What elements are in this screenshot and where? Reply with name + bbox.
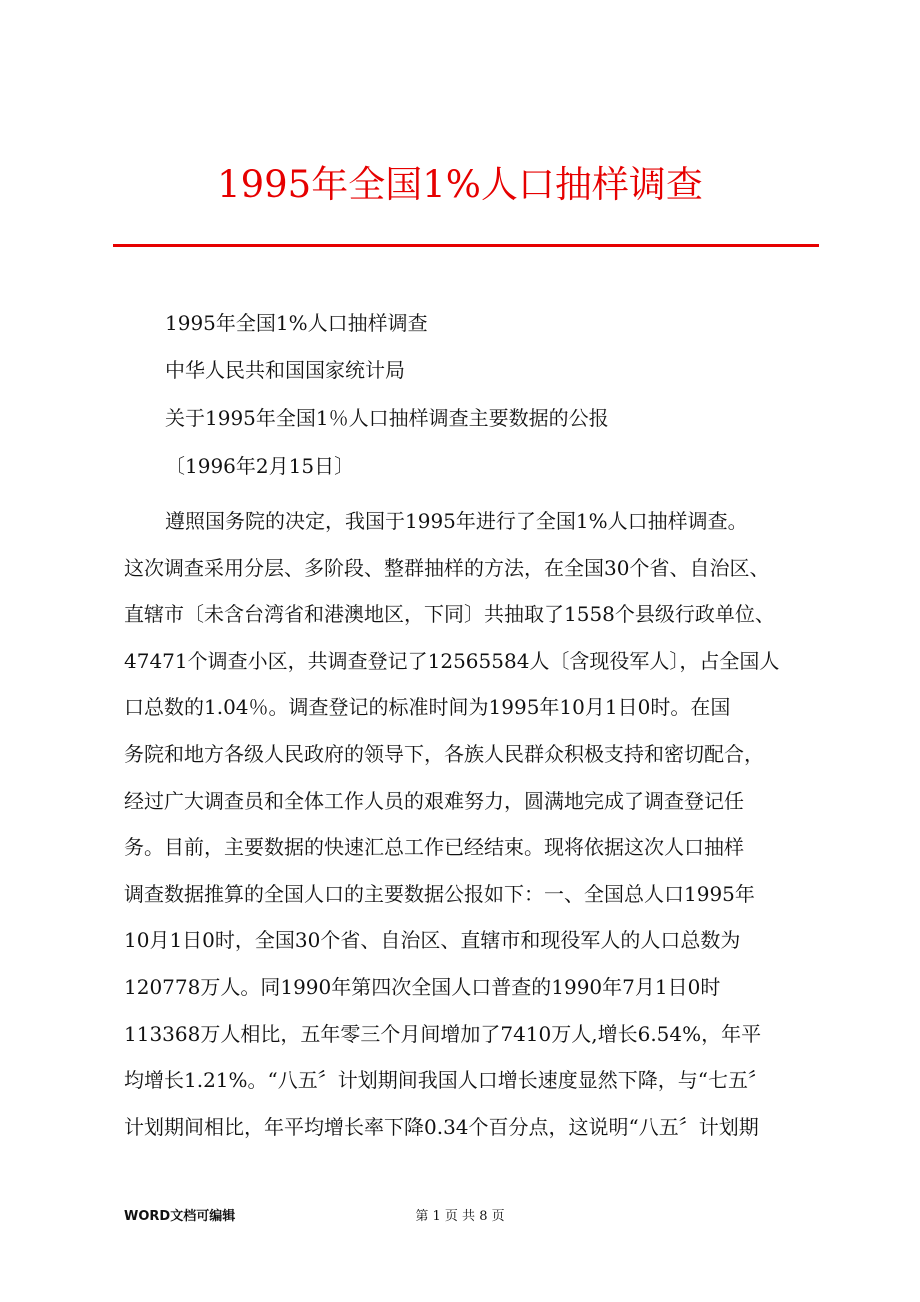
body-line: 经过广大调查员和全体工作人员的艰难努力，圆满地完成了调查登记任 <box>124 788 744 813</box>
body-line: 这次调查采用分层、多阶段、整群抽样的方法，在全国30个省、自治区、 <box>124 555 770 580</box>
body-line: 务院和地方各级人民政府的领导下，各族人民群众积极支持和密切配合， <box>124 741 764 766</box>
heading-line: 关于1995年全国1％人口抽样调查主要数据的公报 <box>165 406 609 430</box>
body-paragraph <box>124 498 824 1150</box>
body-line: 均增长1.21%。“八五〞计划期间我国人口增长速度显然下降，与“七五〞 <box>124 1068 768 1093</box>
body-line: 调查数据推算的全国人口的主要数据公报如下：一、全国总人口1995年 <box>124 881 755 906</box>
heading-line: 〔1996年2月15日〕 <box>165 454 355 478</box>
body-line: 口总数的1.04％。调查登记的标准时间为1995年10月1日0时。在国 <box>124 695 731 720</box>
document-title: 1995年全国1%人口抽样调查 <box>217 163 703 206</box>
body-line: 遵照国务院的决定，我国于1995年进行了全国1%人口抽样调查。 <box>165 509 748 533</box>
heading-line: 中华人民共和国国家统计局 <box>165 358 405 382</box>
body-line: 120778万人。同1990年第四次全国人口普查的1990年7月1日0时 <box>124 974 721 999</box>
footer-editable-note: WORD文档可编辑 <box>124 1209 236 1224</box>
title-divider <box>113 244 819 247</box>
body-line: 47471个调查小区，共调查登记了12565584人〔含现役军人〕，占全国人 <box>124 648 780 673</box>
body-line: 113368万人相比，五年零三个月间增加了7410万人,增长6.54%，年平 <box>124 1021 762 1046</box>
heading-line: 1995年全国1%人口抽样调查 <box>165 311 428 335</box>
footer-page-number: 第 1 页 共 8 页 <box>415 1209 505 1224</box>
body-line: 10月1日0时，全国30个省、自治区、直辖市和现役军人的人口总数为 <box>124 928 741 953</box>
body-line: 务。目前，主要数据的快速汇总工作已经结束。现将依据这次人口抽样 <box>124 835 744 860</box>
body-line: 计划期间相比，年平均增长率下降0.34个百分点，这说明“八五〞计划期 <box>124 1114 759 1139</box>
body-line: 直辖市〔未含台湾省和港澳地区，下同〕共抽取了1558个县级行政单位、 <box>124 602 775 627</box>
